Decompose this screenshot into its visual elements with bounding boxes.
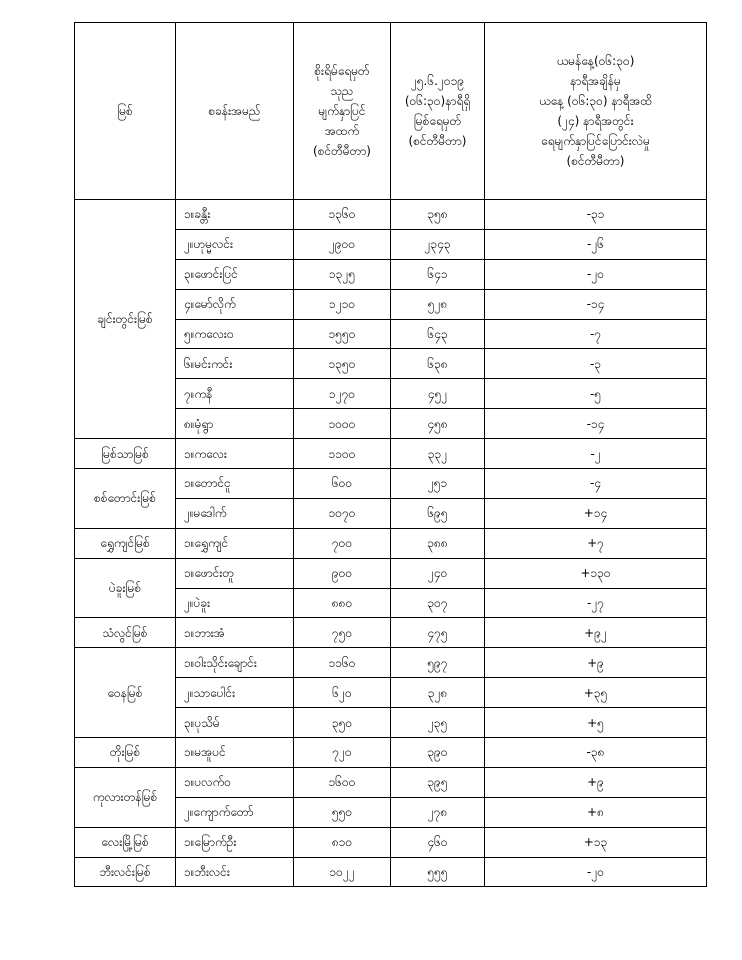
current-level-cell: ၃၉၅: [391, 767, 485, 797]
station-cell: ၄။မော်လိုက်: [176, 289, 294, 319]
station-cell: ၇။ကနီ: [176, 379, 294, 409]
danger-level-cell: ၁၃၅၀: [294, 349, 391, 379]
change-cell: -၃: [485, 349, 707, 379]
river-name-cell: တိုးမြစ်: [75, 738, 176, 768]
danger-level-cell: ၁၁၀၀: [294, 439, 391, 469]
current-level-cell: ၄၅၈: [391, 409, 485, 439]
current-level-cell: ၃၈၈: [391, 528, 485, 558]
danger-level-cell: ၂၉၀၀: [294, 229, 391, 259]
station-cell: ၁။ကလေး: [176, 439, 294, 469]
change-cell: +၉: [485, 648, 707, 678]
current-level-cell: ၅၂၈: [391, 289, 485, 319]
change-cell: +၅: [485, 708, 707, 738]
station-cell: ၅။ကလေးဝ: [176, 319, 294, 349]
river-name-cell: သံလွင်မြစ်: [75, 618, 176, 648]
station-cell: ၂။ဟုမ္မလင်း: [176, 229, 294, 259]
current-level-cell: ၆၄၁: [391, 259, 485, 289]
header-line: (စင်တီမီတာ): [313, 144, 371, 158]
table-row: [75, 857, 707, 887]
danger-level-cell: ၁၂၁၀: [294, 289, 391, 319]
change-cell: -၂: [485, 439, 707, 469]
change-cell: -၂၀: [485, 857, 707, 887]
station-cell: ၁။ခန္တီး: [176, 200, 294, 230]
danger-level-cell: ၆၀၀: [294, 469, 391, 499]
current-level-cell: ၂၇၈: [391, 797, 485, 827]
station-cell: ၁။ဖောင်းတူ: [176, 558, 294, 588]
station-cell: ၁။ဘားအံ: [176, 618, 294, 648]
change-cell: -၂၆: [485, 229, 707, 259]
station-cell: ၂။မဒေါက်: [176, 498, 294, 528]
station-cell: ၃။ဖောင်းပြင်: [176, 259, 294, 289]
change-cell: +၈: [485, 797, 707, 827]
change-cell: -၃၈: [485, 738, 707, 768]
table-row: [75, 469, 707, 499]
river-name-cell: ကုလားတန်မြစ်: [75, 767, 176, 827]
danger-level-cell: ၁၂၇၀: [294, 379, 391, 409]
danger-level-cell: ၁၆၀၀: [294, 767, 391, 797]
station-cell: ၁။ဘီးလင်း: [176, 857, 294, 887]
change-cell: +၁၃၀: [485, 558, 707, 588]
change-cell: -၂၀: [485, 259, 707, 289]
header-line: ယနေ့ (၀၆:၃၀) နာရီအထိ: [538, 94, 653, 108]
station-cell: ၂။ပဲခူး: [176, 588, 294, 618]
table-body: [75, 200, 707, 887]
station-cell: ၆။မင်းကင်း: [176, 349, 294, 379]
change-cell: +၉၂: [485, 618, 707, 648]
station-cell: ၂။ကျောက်တော်: [176, 797, 294, 827]
header-line: အထက်: [324, 124, 360, 138]
header-danger-level: [294, 23, 391, 200]
station-cell: ၁။ပလက်ဝ: [176, 767, 294, 797]
header-row: [75, 23, 707, 200]
danger-level-cell: ၁၀၂၂: [294, 857, 391, 887]
header-line: (၂၄) နာရီအတွင်း: [557, 114, 634, 128]
header-change: [485, 23, 707, 200]
station-cell: ၂။သာပေါင်း: [176, 678, 294, 708]
header-line: ယမန်နေ့(၀၆:၃၀): [556, 54, 635, 68]
table-row: [75, 827, 707, 857]
danger-level-cell: ၇၀၀: [294, 528, 391, 558]
table-row: [75, 439, 707, 469]
table-row: [75, 767, 707, 797]
current-level-cell: ၄၆၀: [391, 827, 485, 857]
change-cell: -၁၄: [485, 289, 707, 319]
header-line: (၀၆:၃၀)နာရီရှိ: [404, 94, 471, 108]
danger-level-cell: ၉၀၀: [294, 558, 391, 588]
current-level-cell: ၅၅၅: [391, 857, 485, 887]
river-name-cell: ဝေနမြစ်: [75, 648, 176, 738]
change-cell: -၃၁: [485, 200, 707, 230]
river-level-table: [74, 22, 707, 887]
river-name-cell: စစ်တောင်းမြစ်: [75, 469, 176, 529]
station-cell: ၃။ပုသိမ်: [176, 708, 294, 738]
table-row: [75, 648, 707, 678]
current-level-cell: ၄၅၂: [391, 379, 485, 409]
header-line: မျက်နှာပြင်: [318, 104, 366, 118]
header-current-level: [391, 23, 485, 200]
current-level-cell: ၃၂၈: [391, 678, 485, 708]
table-row: [75, 200, 707, 230]
river-name-cell: ဘီးလင်းမြစ်: [75, 857, 176, 887]
current-level-cell: ၆၄၃: [391, 319, 485, 349]
river-name-cell: ပဲခူးမြစ်: [75, 558, 176, 618]
danger-level-cell: ၁၁၆၀: [294, 648, 391, 678]
table-row: [75, 558, 707, 588]
danger-level-cell: ၇၅၀: [294, 618, 391, 648]
current-level-cell: ၃၀၇: [391, 588, 485, 618]
danger-level-cell: ၁၃၂၅: [294, 259, 391, 289]
current-level-cell: ၃၅၈: [391, 200, 485, 230]
change-cell: -၁၄: [485, 409, 707, 439]
header-line: မြစ်ရေမှတ်: [413, 114, 462, 128]
danger-level-cell: ၁၅၅၀: [294, 319, 391, 349]
current-level-cell: ၆၃၈: [391, 349, 485, 379]
header-line: ၂၅.၆.၂၀၁၉: [410, 74, 465, 88]
current-level-cell: ၃၃၂: [391, 439, 485, 469]
current-level-cell: ၂၅၁: [391, 469, 485, 499]
table-row: [75, 738, 707, 768]
current-level-cell: ၆၉၅: [391, 498, 485, 528]
station-cell: ၈။မုံရွာ: [176, 409, 294, 439]
danger-level-cell: ၈၁၀: [294, 827, 391, 857]
current-level-cell: ၂၃၅: [391, 708, 485, 738]
change-cell: +၉: [485, 767, 707, 797]
header-line: ရေမျက်နှာပြင်ပြောင်းလဲမှု: [541, 134, 650, 148]
header-line: (စင်တီမီတာ): [566, 154, 625, 168]
header-river: မြစ်: [75, 23, 176, 200]
danger-level-cell: ၃၅၀: [294, 708, 391, 738]
header-line: သုည: [330, 84, 354, 98]
danger-level-cell: ၁၀၇၀: [294, 498, 391, 528]
danger-level-cell: ၁၃၆၀: [294, 200, 391, 230]
danger-level-cell: ၅၅၀: [294, 797, 391, 827]
change-cell: +၃၅: [485, 678, 707, 708]
header-line: နာရီအချိန်မှ: [570, 74, 621, 88]
change-cell: -၂၇: [485, 588, 707, 618]
current-level-cell: ၅၉၇: [391, 648, 485, 678]
current-level-cell: ၄၇၅: [391, 618, 485, 648]
station-cell: ၁။တောင်ငူ: [176, 469, 294, 499]
header-line: စိုးရိမ်ရေမှတ်: [314, 64, 370, 78]
station-cell: ၁။မအူပင်: [176, 738, 294, 768]
header-station: စခန်းအမည်: [176, 23, 294, 200]
change-cell: -၄: [485, 469, 707, 499]
table-row: [75, 528, 707, 558]
change-cell: -၇: [485, 319, 707, 349]
current-level-cell: ၂၄၀: [391, 558, 485, 588]
danger-level-cell: ၆၂၀: [294, 678, 391, 708]
current-level-cell: ၂၃၄၃: [391, 229, 485, 259]
river-name-cell: လေးမြို့မြစ်: [75, 827, 176, 857]
river-name-cell: ချင်းတွင်းမြစ်: [75, 200, 176, 439]
change-cell: +၇: [485, 528, 707, 558]
station-cell: ၁။ဝါးသိုင်းချောင်း: [176, 648, 294, 678]
change-cell: +၁၄: [485, 498, 707, 528]
danger-level-cell: ၁၀၀၀: [294, 409, 391, 439]
change-cell: -၅: [485, 379, 707, 409]
station-cell: ၁။မြောက်ဦး: [176, 827, 294, 857]
station-cell: ၁။ရွှေကျင်: [176, 528, 294, 558]
river-name-cell: ရွှေကျင်မြစ်: [75, 528, 176, 558]
danger-level-cell: ၈၈၀: [294, 588, 391, 618]
danger-level-cell: ၇၂၀: [294, 738, 391, 768]
river-name-cell: မြစ်သာမြစ်: [75, 439, 176, 469]
header-line: (စင်တီမီတာ): [408, 134, 467, 148]
table-row: [75, 618, 707, 648]
current-level-cell: ၃၉၀: [391, 738, 485, 768]
change-cell: +၁၃: [485, 827, 707, 857]
